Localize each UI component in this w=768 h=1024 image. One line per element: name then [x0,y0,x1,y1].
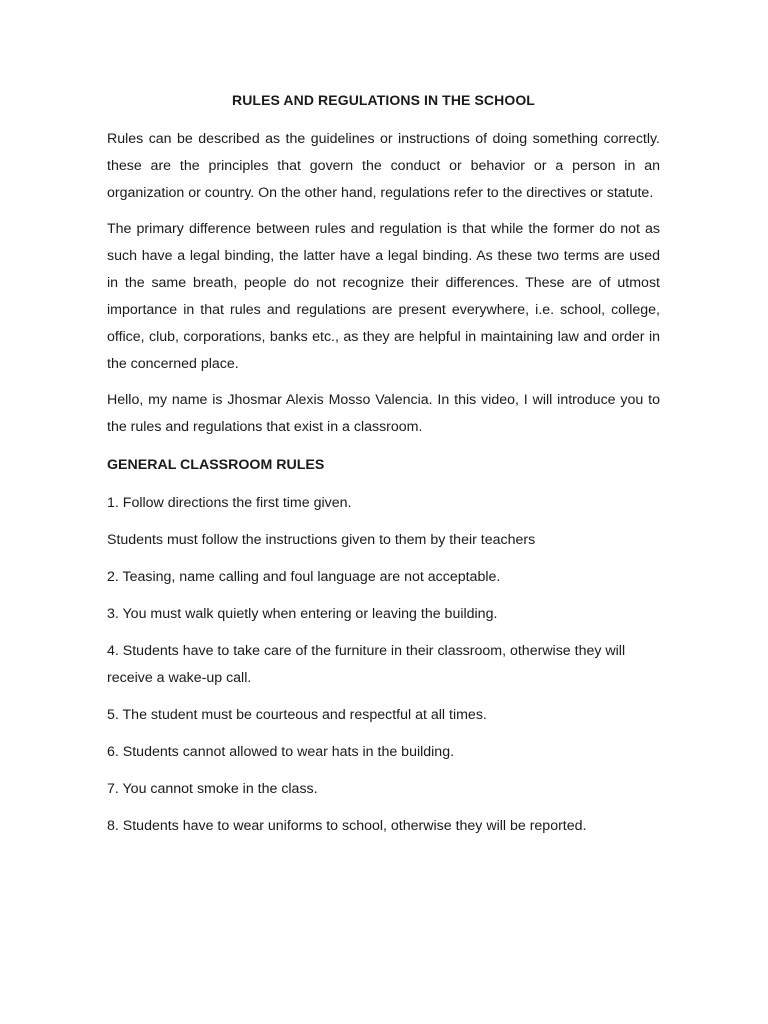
list-item: 2. Teasing, name calling and foul language are not acceptable. [107,569,501,585]
rules-list [107,490,660,840]
list-item: 8. Students have to wear uniforms to school, otherwise they will be reported. [107,818,587,834]
document-title: RULES AND REGULATIONS IN THE SCHOOL [232,92,535,108]
difference-paragraph: The primary difference between rules and regulation is that while the former do not as such have a legal binding, the latter have a legal binding. As these two terms are used in the same breath, people do not recognize their differences. These are of utmost importance in that rules and regulations are present everywhere, i.e. school, college, office, club, corporations, banks etc., as they are helpful in maintaining law and order in the concerned place. [107,221,660,372]
list-item: 4. Students have to take care of the furniture in their classroom, otherwise they will receive a wake-up call. [107,643,626,686]
list-item: Students must follow the instructions given to them by their teachers [107,532,536,548]
document-page [107,90,660,850]
list-item: 1. Follow directions the first time given. [107,495,352,511]
section-heading: GENERAL CLASSROOM RULES [107,457,325,473]
list-item: 6. Students cannot allowed to wear hats in the building. [107,744,455,760]
list-item: 3. You must walk quietly when entering or leaving the building. [107,606,498,622]
greeting-paragraph: Hello, my name is Jhosmar Alexis Mosso Valencia. In this video, I will introduce you to the rules and regulations that exist in a classroom. [107,392,660,435]
list-item: 5. The student must be courteous and respectful at all times. [107,707,487,723]
intro-paragraph: Rules can be described as the guidelines or instructions of doing something correctly. these are the principles that govern the conduct or behavior or a person in an organization or country. On the other hand, regulations refer to the directives or statute. [107,131,660,201]
list-item: 7. You cannot smoke in the class. [107,781,318,797]
